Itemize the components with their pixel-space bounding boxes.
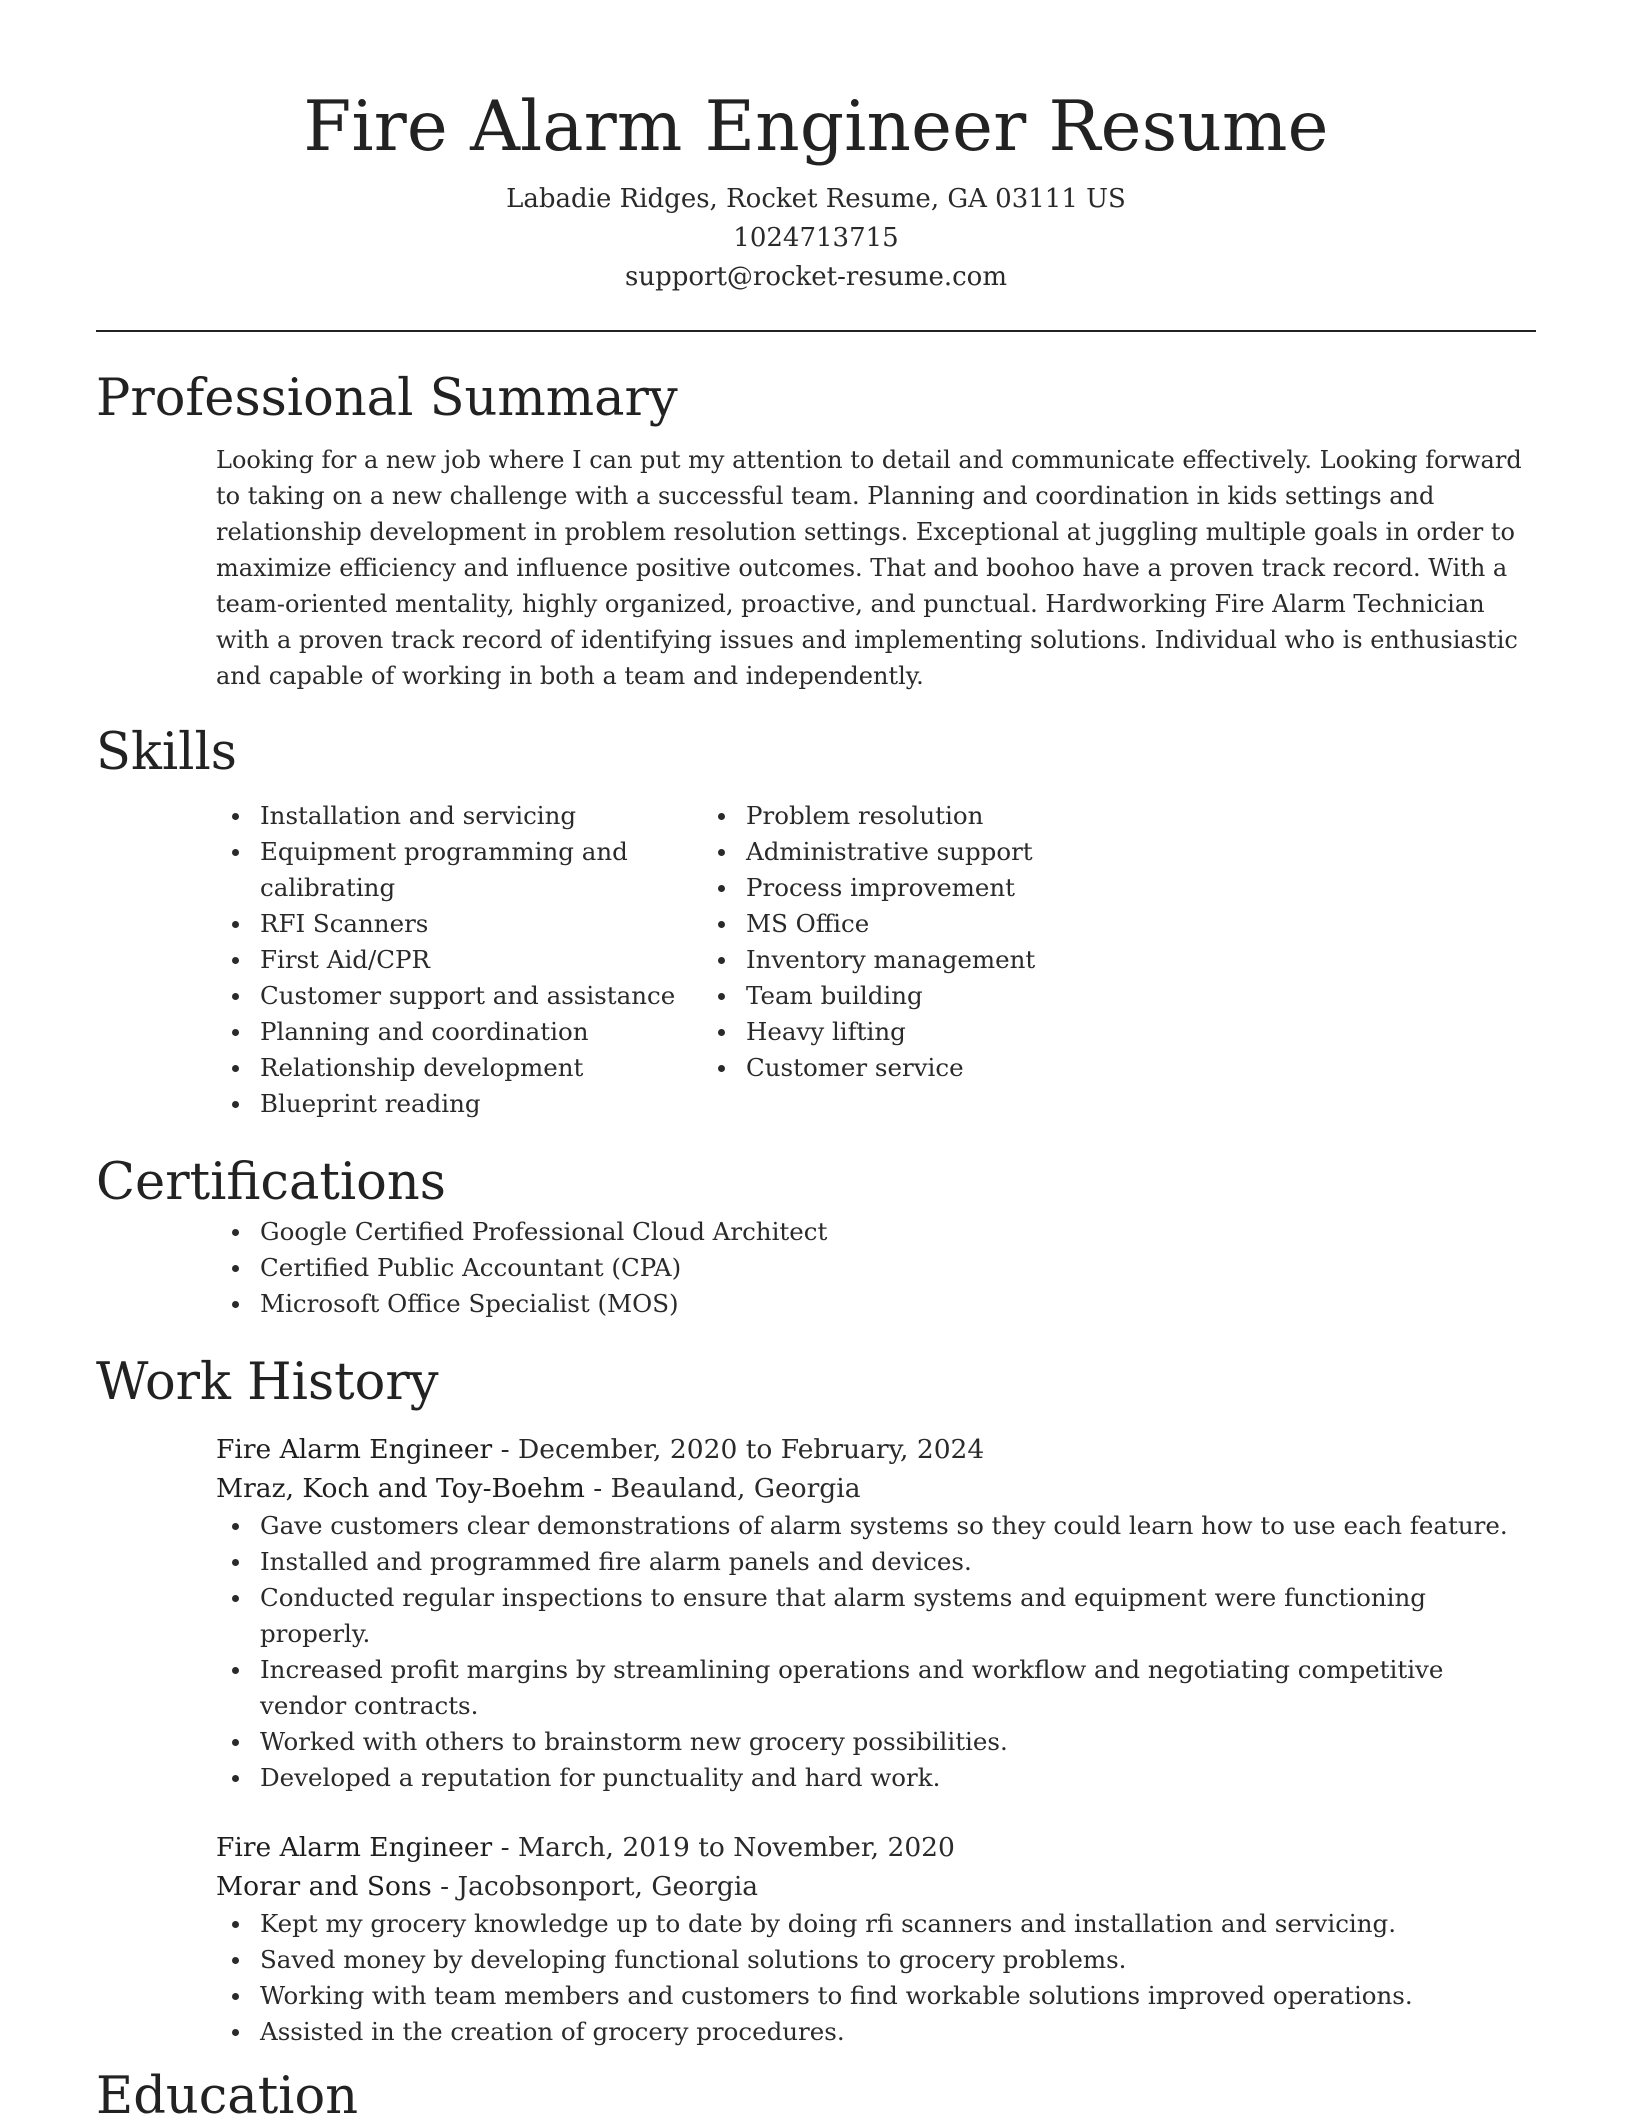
job-company: Mraz, Koch and Toy-Boehm	[216, 1473, 585, 1504]
job-duty: Worked with others to brainstorm new grocery possibilities.	[260, 1724, 1536, 1760]
job-duty: Working with team members and customers to find workable solutions improved operations.	[260, 1978, 1536, 2014]
job-title-line	[216, 1828, 1536, 1867]
resume-header	[96, 0, 1536, 297]
job-duty: Installed and programmed fire alarm panels and devices.	[260, 1544, 1536, 1580]
skill-item: RFI Scanners	[260, 906, 746, 942]
skill-item: Problem resolution	[746, 798, 1232, 834]
skills-list-left	[96, 798, 746, 1122]
job-company-line	[216, 1469, 1536, 1508]
job-duty: Increased profit margins by streamlining operations and workflow and negotiating competitive vendor contracts.	[260, 1652, 1536, 1724]
job-dates: December, 2020 to February, 2024	[518, 1434, 985, 1465]
resume-page	[96, 0, 1536, 2128]
contact-info	[96, 180, 1536, 297]
skill-item: Customer service	[746, 1050, 1232, 1086]
email-address: support@rocket-resume.com	[624, 262, 1007, 292]
job-duty: Gave customers clear demonstrations of alarm systems so they could learn how to use each feature.	[260, 1508, 1536, 1544]
section-title-education: Education	[96, 2067, 359, 2126]
job-title-line	[216, 1430, 1536, 1469]
skill-item: Heavy lifting	[746, 1014, 1232, 1050]
skill-item: Installation and servicing	[260, 798, 746, 834]
skill-item: Blueprint reading	[260, 1086, 746, 1122]
phone-number: 1024713715	[733, 223, 899, 253]
job-company: Morar and Sons	[216, 1871, 432, 1902]
job-role: Fire Alarm Engineer	[216, 1832, 493, 1863]
job-duty: Saved money by developing functional solutions to grocery problems.	[260, 1942, 1536, 1978]
skill-item: Administrative support	[746, 834, 1232, 870]
section-title-summary: Professional Summary	[96, 369, 678, 428]
skill-item: First Aid/CPR	[260, 942, 746, 978]
skill-item: Process improvement	[746, 870, 1232, 906]
job-company-line	[216, 1867, 1536, 1906]
skill-item: Equipment programming and calibrating	[260, 834, 746, 906]
skill-item: Inventory management	[746, 942, 1232, 978]
certifications-list	[96, 1214, 1536, 1322]
job-entry	[96, 1430, 1536, 1796]
separator: -	[492, 1434, 519, 1465]
job-location: Beauland, Georgia	[610, 1473, 861, 1504]
separator: -	[431, 1871, 458, 1902]
skills-column-left	[96, 798, 746, 1122]
address: Labadie Ridges, Rocket Resume, GA 03111 US	[506, 184, 1126, 214]
skill-item: Planning and coordination	[260, 1014, 746, 1050]
section-title-certifications: Certifications	[96, 1153, 446, 1212]
summary-paragraph: Looking for a new job where I can put my attention to detail and communicate effectively. Looking forward to taking on a new challenge with a successful team. Planning and coordination in kids settings and relationship development in problem resolution settings. Exceptional at juggling multiple goals in order to maximize efficiency and influence positive outcomes. That and boohoo have a proven track record. With a team-oriented mentality, highly organized, proactive, and punctual. Hardworking Fire Alarm Technician with a proven track record of identifying issues and implementing solutions. Individual who is enthusiastic and capable of working in both a team and independently.	[216, 446, 1522, 690]
job-duties-list	[96, 1508, 1536, 1796]
skill-item: Relationship development	[260, 1050, 746, 1086]
job-role: Fire Alarm Engineer	[216, 1434, 493, 1465]
resume-title: Fire Alarm Engineer Resume	[303, 87, 1329, 167]
job-location: Jacobsonport, Georgia	[457, 1871, 759, 1902]
skill-item: MS Office	[746, 906, 1232, 942]
certification-item: Certified Public Accountant (CPA)	[260, 1250, 1536, 1286]
job-duty: Assisted in the creation of grocery procedures.	[260, 2014, 1536, 2050]
job-duty: Conducted regular inspections to ensure that alarm systems and equipment were functioning properly.	[260, 1580, 1536, 1652]
separator: -	[492, 1832, 519, 1863]
skills-columns	[96, 798, 1536, 1122]
separator: -	[584, 1473, 611, 1504]
skill-item: Team building	[746, 978, 1232, 1014]
job-dates: March, 2019 to November, 2020	[518, 1832, 955, 1863]
section-title-skills: Skills	[96, 723, 237, 782]
section-title-work-history: Work History	[96, 1353, 439, 1412]
header-divider	[96, 330, 1536, 332]
job-duty: Developed a reputation for punctuality and hard work.	[260, 1760, 1536, 1796]
certification-item: Google Certified Professional Cloud Architect	[260, 1214, 1536, 1250]
certification-item: Microsoft Office Specialist (MOS)	[260, 1286, 1536, 1322]
skill-item: Customer support and assistance	[260, 978, 746, 1014]
job-entry	[96, 1828, 1536, 2050]
job-duties-list	[96, 1906, 1536, 2050]
job-duty: Kept my grocery knowledge up to date by doing rfi scanners and installation and servicing.	[260, 1906, 1536, 1942]
